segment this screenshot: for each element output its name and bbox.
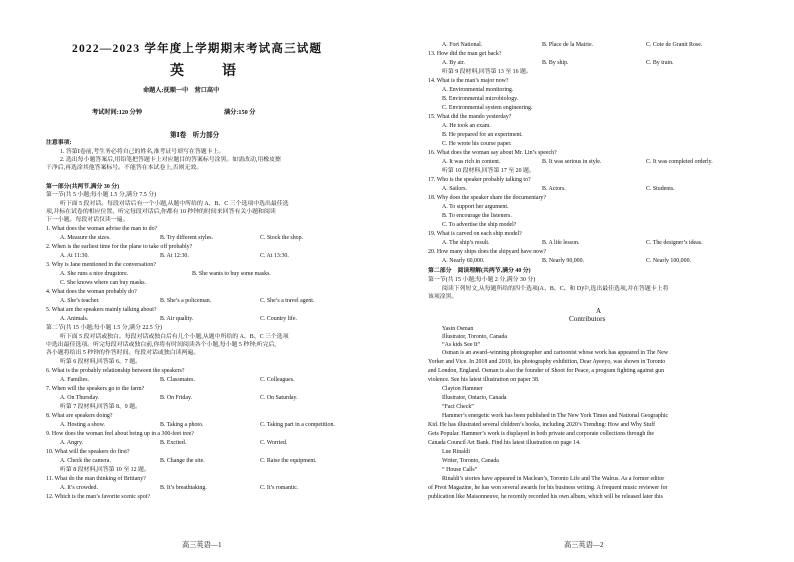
passage-line: Writer, Toronto, Canada (442, 458, 499, 464)
question-15: 15. What did the mando yesterday? (428, 114, 512, 120)
option-a: A. On Thursday. (60, 395, 100, 401)
option-b: B. Nearly 90,000. (542, 258, 585, 264)
option-c: C. At 13:30. (260, 253, 289, 259)
option-c: C. Students. (646, 186, 675, 192)
option-c: C. Colleagues. (260, 377, 295, 383)
option-c: C. Worried. (260, 440, 288, 446)
passage-line: Hammer’s energetic work has been published in The New York Times and National Geographic (442, 413, 669, 419)
option-c: C. She knows where can buy masks. (60, 280, 147, 286)
instruction-line: 下一小题。每段对话仅读一遍。 (46, 217, 129, 223)
passage-line: violence. See his latest illustration on paper 38. (428, 377, 540, 383)
passage-line: Yorker and Vice. In 2018 and 2019, his photography exhibition, Dear Ayeeyo, was shown in Toronto (428, 359, 666, 365)
option-b: B. Try different styles. (160, 235, 214, 241)
subject-title: 英 语 (170, 64, 248, 79)
option-c: C. Country life. (260, 316, 297, 322)
option-a: A. It’s crowded. (60, 485, 98, 491)
option-c: C. She’s a travel agent. (260, 298, 315, 304)
option-b: B. A life lesson. (542, 240, 580, 246)
option-c: C. To advertise the ship model? (442, 222, 517, 228)
option-b: B. Actors. (542, 186, 566, 192)
option-a: A. Fort National. (442, 42, 483, 48)
question-14: 14. What is the man’s major now? (428, 78, 509, 84)
passage-line: Kid. He has illustrated several children’s books, including 2020’s Trending: How and Why Stuff (428, 422, 656, 428)
passage-line: Illustrator, Toronto, Canada (442, 334, 508, 340)
option-b: B. Environmental microbiology. (442, 96, 519, 102)
section-2-1-heading: 第一节(共 15 小题;每小题 2 分,满分 30 分) (428, 277, 536, 283)
instruction-line: 该项涂黑。 (428, 294, 458, 300)
option-a: A. Environmental monitoring. (442, 87, 514, 93)
option-b: B. At 12:30. (160, 253, 189, 259)
option-a: A. It was rich in content. (442, 159, 501, 165)
option-a: A. Check the camera. (60, 458, 111, 464)
option-a: A. The ship’s result. (442, 240, 490, 246)
section-1-2-heading: 第二节(共 15 小题;每小题 1.5 分,满分 22.5 分) (46, 325, 163, 331)
question-19: 19. What is carved on each ship model? (428, 231, 522, 237)
option-b: B. Change the site. (160, 458, 205, 464)
listening-cue: 听第 7 段材料,回答第 8、9 题。 (60, 404, 141, 410)
question-20: 20. How many ships does the shipyard have now? (428, 249, 546, 255)
option-b: B. It’s breathtaking. (160, 485, 207, 491)
exam-title: 2022—2023 学年度上学期期末考试高三试题 (72, 43, 323, 55)
option-c: C. Raise the equipment. (260, 458, 317, 464)
question-9: 9. How does the woman feel about being up in a 300-feet tree? (46, 431, 195, 437)
passage-line: Illustrator, Ontario, Canada (442, 395, 507, 401)
section-2-heading: 第二部分 阅读理解(共两节,满分 40 分) (428, 268, 531, 274)
option-c: C. On Saturday. (260, 395, 298, 401)
option-b: B. She wants to buy some masks. (192, 271, 271, 277)
option-b: B. She’s a policeman. (160, 298, 212, 304)
option-c: C. Nearly 100,000. (646, 258, 691, 264)
part-heading: 第Ⅰ卷 听力部分 (170, 132, 220, 139)
listening-cue: 听第 9 段材料,回答第 13 至 16 题。 (442, 69, 532, 75)
page-footer: 高三英语—2 (564, 541, 604, 549)
option-b: B. On Friday. (160, 395, 193, 401)
option-c: C. By train. (646, 60, 674, 66)
option-a: A. At 11:30. (60, 253, 89, 259)
option-c: C. Environmental system engineering. (442, 105, 533, 111)
option-a: A. Sailors. (442, 186, 468, 192)
option-a: A. Animals. (60, 316, 89, 322)
passage-line: publication like Maisonneuve, he recently recorded his own album, which will be released later this (428, 494, 663, 500)
option-c: C. The designer’s ideas. (646, 240, 703, 246)
instruction-line: 中选出最佳选项。听完每段对话或独白前,你将有时间阅读各个小题,每小题 5 秒钟;听完后, (46, 342, 276, 348)
option-b: B. Place de la Mairie. (542, 42, 594, 48)
option-b: B. It was serious in style. (542, 159, 602, 165)
option-b: B. Classmates. (160, 377, 195, 383)
passage-line: “ House Calls” (442, 467, 478, 473)
option-c: C. He wrote his course paper. (442, 141, 512, 147)
passage-line: Canada Council Art Bank. Find his latest illustration on page 14. (428, 440, 581, 446)
passage-line: “As kids See It” (442, 342, 481, 348)
question-18: 18. Why does the speaker share the documentary? (428, 195, 546, 201)
question-1: 1. What does the woman advise the man to do? (46, 226, 158, 232)
question-5: 5. What are the speakers mainly talking about? (46, 307, 157, 313)
passage-line: of Pivot Magazine, he has won several awards for his business writing. A frequent music reviewer for (428, 485, 668, 491)
passage-title: Contributors (569, 315, 606, 323)
option-c: C. Stock the shop. (260, 235, 304, 241)
passage-line: Rinaldi’s stories have appeared in Maclean’s, Toronto Life and The Walrus. As a former editor (442, 476, 665, 482)
question-12: 12. Which is the man’s favorite scenic spot? (46, 494, 150, 500)
question-13: 13. How did the man get back? (428, 51, 502, 57)
note-2-cont: 干净后,再选涂其他答案标号。不能答在本试卷上,否则无效。 (46, 165, 203, 171)
option-a: A. To support her argument. (442, 204, 509, 210)
passage-line: Osman is an award–winning photographer and cartoonist whose work has appeared in The New (442, 350, 669, 356)
option-c: C. Cote de Granit Rose. (646, 42, 703, 48)
option-a: A. She runs a nice drugstore. (60, 271, 129, 277)
page-footer: 高三英语—1 (182, 541, 222, 549)
question-11: 11. What do the man thinking of Brittany? (46, 476, 146, 482)
option-b: B. He prepared for an experiment. (442, 132, 523, 138)
passage-line: “Fact Check” (442, 404, 474, 410)
option-b: B. To encourage the listeners. (442, 213, 512, 219)
instruction-line: 听下面 5 段对话或独白。每段对话或独白后有几个小题,从题中所给的 A、B、C 三个选项 (60, 334, 289, 340)
instruction-line: 项,并标在试卷的相应位置。听完每段对话后,你都有 10 秒钟的时间来回答有关小题和阅读 (46, 209, 276, 215)
listening-cue: 听第 6 段材料,回答第 6、7 题。 (60, 359, 141, 365)
instruction-line: 听下面 5 段对话。每段对话后有一个小题,从题中所给的 A、B、C 三个选项中选出最佳选 (60, 201, 289, 207)
option-a: A. He took an exam. (442, 123, 491, 129)
instruction-line: 各小题将给出 5 秒钟的作答时间。每段对话或独白读两遍。 (46, 350, 200, 356)
option-c: C. It was completed orderly. (646, 159, 713, 165)
question-8: 8. What are speakers doing? (46, 413, 113, 419)
question-17: 17. Who is the speaker probably talking to? (428, 177, 531, 183)
passage-line: Clayton Hammer (442, 386, 483, 392)
passage-line: Lue Rinaldi (442, 449, 470, 455)
listening-cue: 听第 8 段材料,回答第 10 至 12 题。 (60, 467, 150, 473)
passage-label: A (596, 307, 602, 315)
option-a: A. By air. (442, 60, 465, 66)
note-2: 2. 选出每小题答案后,用铅笔把答题卡上对应题目的答案标号涂黑。如需改动,用橡皮擦 (60, 157, 281, 163)
question-16: 16. What does the woman say about Mr. Lin’s speech? (428, 150, 557, 156)
passage-line: and London, England. Osman is also the founder of Shoot for Peace, a program fighting against gun (428, 368, 665, 374)
question-6: 6. What is the probably relationship between the speakers? (46, 368, 185, 374)
notes-title: 注意事项: (46, 140, 72, 146)
question-2: 2. When is the earliest time for the plane to take off probably? (46, 244, 193, 250)
passage-line: Gets Popular. Hammer’s work is displayed in both private and corporate collections through the (428, 431, 654, 437)
exam-score: 满分:150 分 (224, 109, 256, 116)
listening-cue: 听第 10 段材料,回答第 17 至 20 题。 (442, 168, 535, 174)
option-b: B. By ship. (542, 60, 569, 66)
note-1: 1. 答第Ⅰ卷前,考生务必将自己的姓名,准考证号填写在答题卡上。 (60, 149, 225, 155)
option-a: A. Nearly 60,000. (442, 258, 485, 264)
instruction-line: 阅读下列短文,从每题所给的四个选项(A、B、C、和 D)中,选出最佳选项,并在答题卡上将 (442, 286, 669, 292)
option-b: B. Taking a photo. (160, 422, 204, 428)
option-a: A. Measure the sizes. (60, 235, 111, 241)
section-1-heading: 第一部分(共两节,满分 30 分) (46, 184, 120, 190)
passage-line: Yasin Osman (442, 326, 474, 332)
option-b: B. Air quality. (160, 316, 194, 322)
question-3: 3. Why is Jane mentioned in the conversation? (46, 262, 156, 268)
option-c: C. Taking part in a competition. (260, 422, 335, 428)
question-4: 4. What does the woman probably do? (46, 289, 137, 295)
option-a: A. Angry. (60, 440, 84, 446)
section-1-1-heading: 第一节(共 5 小题;每小题 1.5 分,满分 7.5 分) (46, 192, 157, 198)
option-a: A. Hosting a show. (60, 422, 105, 428)
question-7: 7. When will the speakers go to the farm? (46, 386, 145, 392)
question-10: 10. What will the speakers do first? (46, 449, 130, 455)
exam-time: 考试时间:120 分钟 (92, 109, 143, 116)
authors: 命题人:抚顺一中 营口高中 (143, 87, 220, 94)
option-c: C. It’s romantic. (260, 485, 299, 491)
option-a: A. Families. (60, 377, 89, 383)
option-b: B. Excited. (160, 440, 187, 446)
option-a: A. She’s teacher. (60, 298, 100, 304)
